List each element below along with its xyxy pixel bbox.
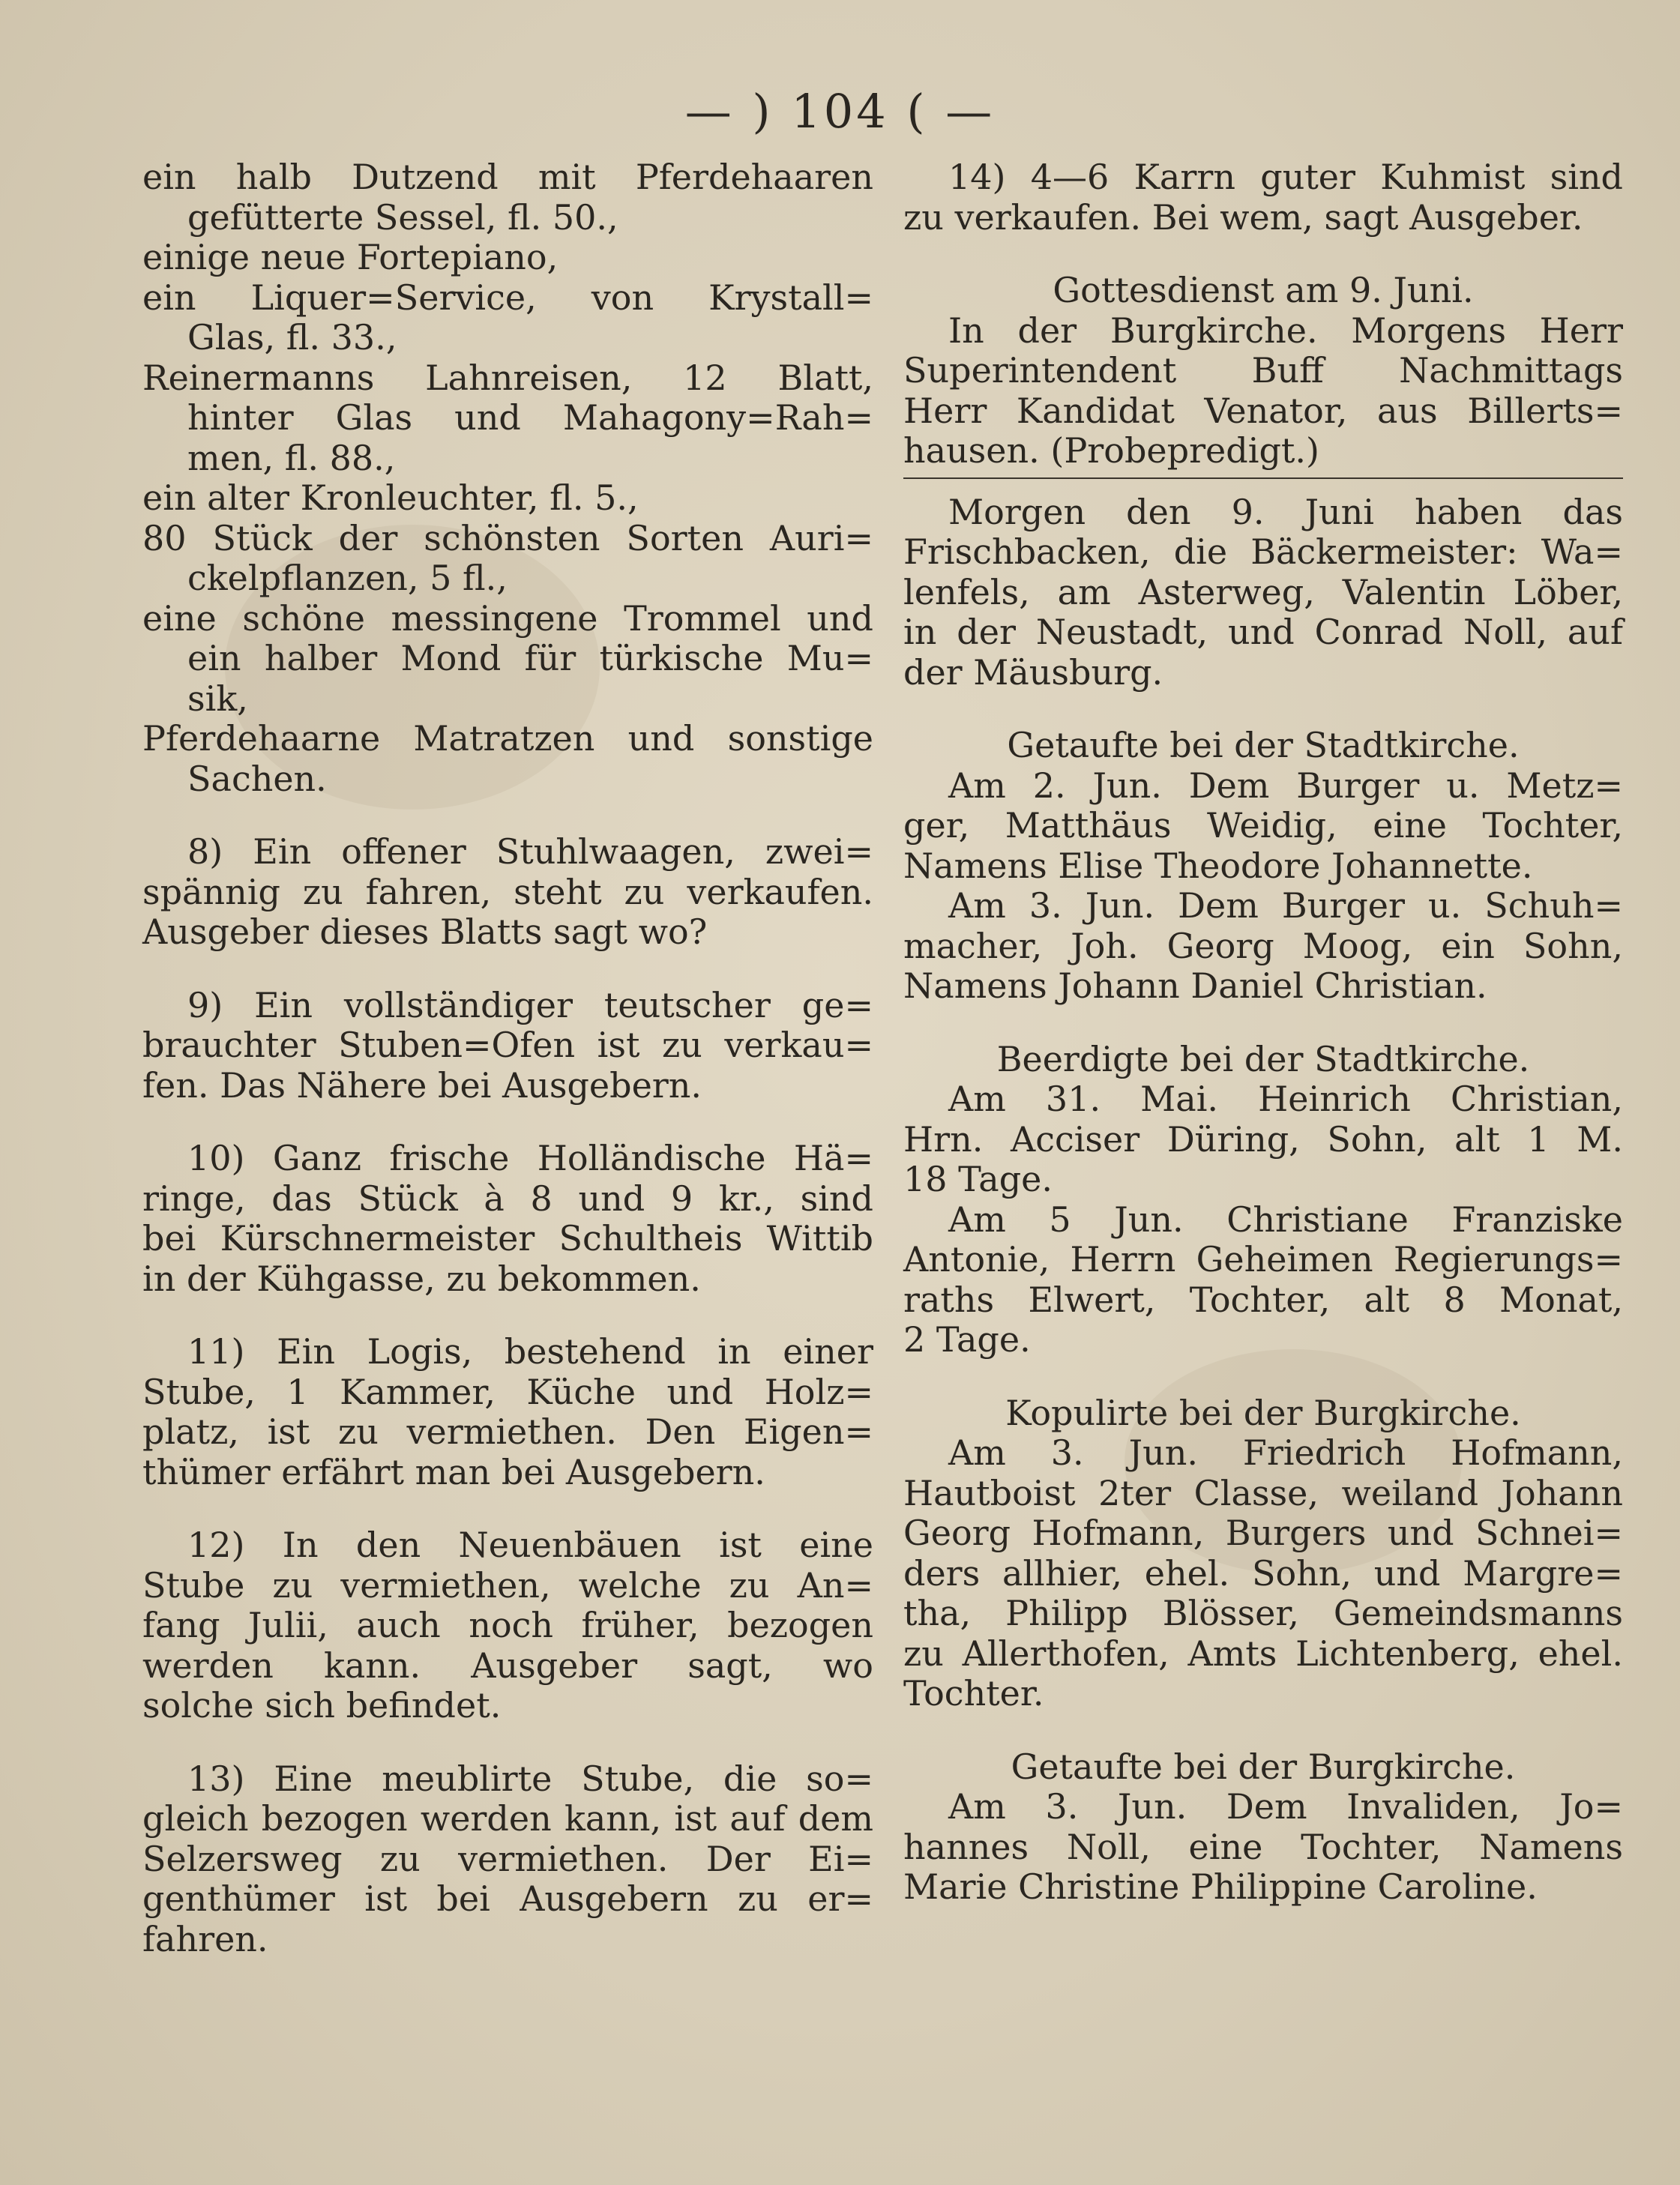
page-number: — ) 104 ( — xyxy=(684,84,996,139)
text-line: Stube, 1 Kammer, Küche und Holz= xyxy=(142,1371,873,1412)
list-item xyxy=(142,519,873,599)
text-line: lenfels, am Asterweg, Valentin Löber, xyxy=(903,571,1623,612)
text-line: Sachen. xyxy=(187,758,327,799)
text-line: sik, xyxy=(187,678,248,719)
text-line: Georg Hofmann, Burgers und Schnei= xyxy=(903,1513,1623,1553)
text-line: hinter Glas und Mahagony=Rah= xyxy=(187,397,873,438)
text-line: Antonie, Herrn Geheimen Regierungs= xyxy=(903,1239,1623,1280)
text-line: solche sich befindet. xyxy=(142,1685,502,1726)
text-line: Frischbacken, die Bäckermeister: Wa= xyxy=(903,531,1623,572)
left-column xyxy=(142,157,873,1959)
record-paragraph xyxy=(903,1787,1623,1908)
text-line: 8) Ein offener Stuhlwaagen, zwei= xyxy=(187,831,873,872)
notice xyxy=(142,1525,873,1726)
text-line: fahren. xyxy=(142,1918,268,1959)
text-line: Am 3. Jun. Friedrich Hofmann, xyxy=(948,1432,1623,1473)
text-line: Hrn. Acciser Düring, Sohn, alt 1 M. xyxy=(903,1118,1623,1160)
text-line: ein halber Mond für türkische Mu= xyxy=(187,638,873,678)
text-line: Superintendent Buff Nachmittags xyxy=(903,350,1623,391)
text-line: ein alter Kronleuchter, fl. 5., xyxy=(142,477,639,518)
record-paragraph xyxy=(903,1433,1623,1714)
text-line: gleich bezogen werden kann, ist auf dem xyxy=(142,1798,873,1839)
record-paragraph xyxy=(903,886,1623,1007)
text-line: Hautboist 2ter Classe, weiland Johann xyxy=(903,1472,1623,1513)
text-line: Tochter. xyxy=(903,1673,1044,1714)
text-line: einige neue Fortepiano, xyxy=(142,237,559,277)
text-line: bei Kürschnermeister Schultheis Wittib xyxy=(142,1218,873,1259)
text-line: werden kann. Ausgeber sagt, wo xyxy=(142,1645,873,1686)
text-line: Glas, fl. 33., xyxy=(187,317,397,358)
right-column xyxy=(903,157,1623,1908)
text-line: der Mäusburg. xyxy=(903,651,1163,693)
record-paragraph xyxy=(903,766,1623,887)
record-paragraph xyxy=(903,1079,1623,1200)
text-line: brauchter Stuben=Ofen ist zu verkau= xyxy=(142,1025,873,1065)
service-text xyxy=(903,311,1623,471)
text-line: platz, ist zu vermiethen. Den Eigen= xyxy=(142,1411,873,1452)
section-heading: Kopulirte bei der Burgkirche. xyxy=(1005,1392,1521,1433)
text-line: fen. Das Nähere bei Ausgebern. xyxy=(142,1064,702,1106)
notice xyxy=(142,986,873,1106)
text-line: thümer erfährt man bei Ausgebern. xyxy=(142,1451,765,1492)
text-line: ein Liquer=Service, von Krystall= xyxy=(142,277,873,318)
text-line: in der Kühgasse, zu bekommen. xyxy=(142,1258,701,1299)
text-line: zu Allerthofen, Amts Lichtenberg, ehel. xyxy=(903,1633,1623,1674)
text-line: 12) In den Neuenbäuen ist eine xyxy=(187,1525,873,1565)
list-item xyxy=(142,478,873,519)
notice xyxy=(903,157,1623,238)
text-line: men, fl. 88., xyxy=(187,437,396,478)
list-item xyxy=(142,358,873,479)
text-line: Stube zu vermiethen, welche zu An= xyxy=(142,1564,873,1606)
text-line: ger, Matthäus Weidig, eine Tochter, xyxy=(903,805,1623,846)
service-heading: Gottesdienst am 9. Juni. xyxy=(1053,270,1474,310)
text-line: Am 5 Jun. Christiane Franziske xyxy=(948,1199,1623,1240)
text-line: hausen. (Probepredigt.) xyxy=(903,430,1319,471)
text-line: in der Neustadt, und Conrad Noll, auf xyxy=(903,612,1623,652)
text-line: ringe, das Stück à 8 und 9 kr., sind xyxy=(142,1178,873,1219)
text-line: zu verkaufen. Bei wem, sagt Ausgeber. xyxy=(903,196,1583,238)
notice xyxy=(142,1139,873,1299)
text-line: fang Julii, auch noch früher, bezogen xyxy=(142,1605,873,1645)
text-line: Morgen den 9. Juni haben das xyxy=(948,491,1623,532)
text-line: Selzersweg zu vermiethen. Der Ei= xyxy=(142,1838,873,1879)
text-line: Am 31. Mai. Heinrich Christian, xyxy=(948,1079,1623,1119)
text-line: raths Elwert, Tochter, alt 8 Monat, xyxy=(903,1279,1623,1320)
bakers-notice xyxy=(903,492,1623,693)
text-line: 10) Ganz frische Holländische Hä= xyxy=(187,1138,873,1178)
text-line: hannes Noll, eine Tochter, Namens xyxy=(903,1826,1623,1867)
notice xyxy=(142,832,873,953)
text-line: 80 Stück der schönsten Sorten Auri= xyxy=(142,517,873,558)
text-line: Ausgeber dieses Blatts sagt wo? xyxy=(142,911,708,952)
list-item xyxy=(142,157,873,238)
text-line: 9) Ein vollständiger teutscher ge= xyxy=(187,984,873,1025)
section-heading: Getaufte bei der Burgkirche. xyxy=(1011,1746,1516,1787)
section-heading: Getaufte bei der Stadtkirche. xyxy=(1007,725,1520,765)
text-line: Namens Elise Theodore Johannette. xyxy=(903,845,1533,886)
list-item xyxy=(142,238,873,278)
text-line: 14) 4—6 Karrn guter Kuhmist sind xyxy=(948,157,1623,197)
text-line: 2 Tage. xyxy=(903,1319,1031,1360)
text-line: In der Burgkirche. Morgens Herr xyxy=(948,310,1623,351)
item-list xyxy=(142,157,873,832)
text-line: Pferdehaarne Matratzen und sonstige xyxy=(142,718,873,759)
text-line: Am 3. Jun. Dem Invaliden, Jo= xyxy=(948,1786,1623,1827)
record-paragraph xyxy=(903,1200,1623,1360)
list-item xyxy=(142,278,873,358)
text-line: 13) Eine meublirte Stube, die so= xyxy=(187,1758,873,1799)
church-records xyxy=(903,693,1623,1908)
notice-14 xyxy=(903,157,1623,238)
divider xyxy=(903,477,1623,479)
text-line: 11) Ein Logis, bestehend in einer xyxy=(187,1331,873,1372)
text-line: Namens Johann Daniel Christian. xyxy=(903,965,1487,1006)
text-line: ckelpflanzen, 5 fl., xyxy=(187,558,508,598)
text-line: tha, Philipp Blösser, Gemeindsmanns xyxy=(903,1593,1623,1633)
text-line: macher, Joh. Georg Moog, ein Sohn, xyxy=(903,925,1623,966)
text-line: Herr Kandidat Venator, aus Billerts= xyxy=(903,390,1623,431)
notices-list xyxy=(142,832,873,1959)
notice xyxy=(142,1332,873,1492)
notice xyxy=(142,1759,873,1960)
text-line: genthümer ist bei Ausgebern zu er= xyxy=(142,1878,873,1919)
text-line: gefütterte Sessel, fl. 50., xyxy=(187,196,618,238)
text-line: Marie Christine Philippine Caroline. xyxy=(903,1866,1538,1907)
text-line: Am 2. Jun. Dem Burger u. Metz= xyxy=(948,765,1623,806)
text-line: ein halb Dutzend mit Pferdehaaren xyxy=(142,157,873,197)
text-line: Am 3. Jun. Dem Burger u. Schuh= xyxy=(948,885,1623,926)
text-line: spännig zu fahren, steht zu verkaufen. xyxy=(142,871,873,912)
text-line: 18 Tage. xyxy=(903,1159,1053,1199)
list-item xyxy=(142,719,873,799)
text-line: eine schöne messingene Trommel und xyxy=(142,597,873,639)
service-paragraph xyxy=(903,311,1623,471)
section-heading: Beerdigte bei der Stadtkirche. xyxy=(996,1038,1530,1079)
text-line: Reinermanns Lahnreisen, 12 Blatt, xyxy=(142,357,873,398)
list-item xyxy=(142,599,873,720)
bakers-paragraph xyxy=(903,492,1623,693)
text-line: ders allhier, ehel. Sohn, und Margre= xyxy=(903,1552,1623,1594)
